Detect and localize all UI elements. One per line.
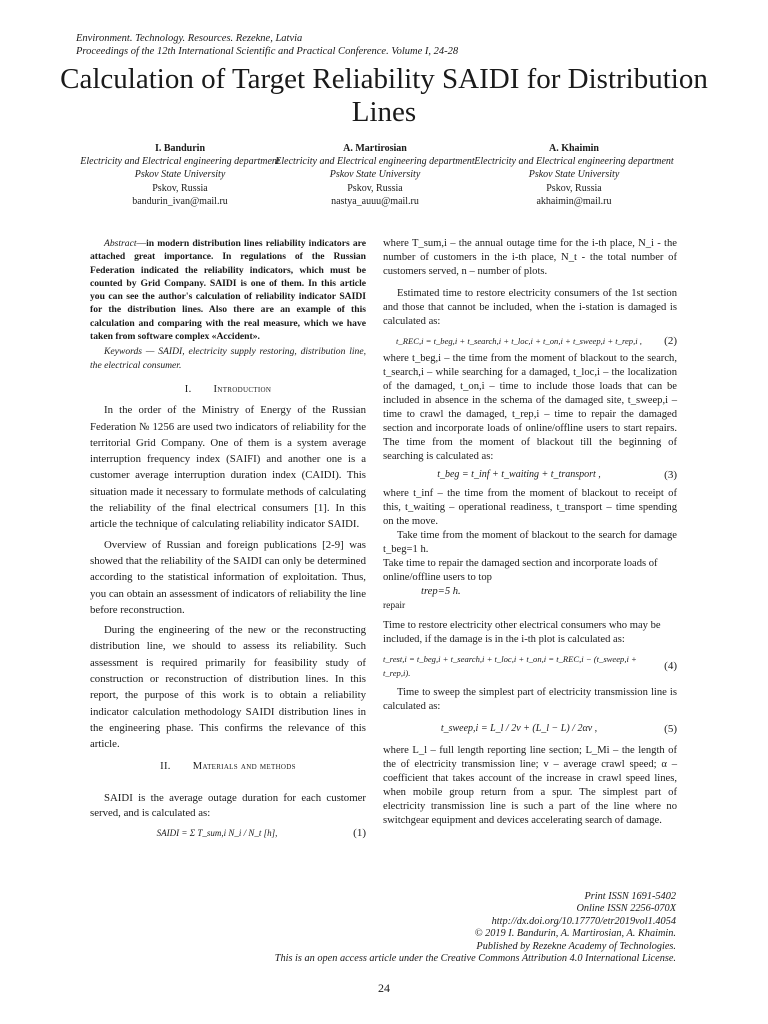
equation-5-formula: t_sweep,i = L_l / 2v + (L_l − L) / 2αv , [440, 722, 598, 734]
footer-block [160, 891, 676, 965]
equation-2 [383, 334, 677, 348]
section-title: Introduction [213, 383, 272, 395]
author-block-1 [80, 142, 280, 208]
print-issn: Print ISSN 1691-5402 [584, 891, 676, 902]
author-department: Electricity and Electrical engineering department [474, 156, 674, 168]
equation-1 [90, 825, 366, 841]
equation-3-formula: t_beg = t_inf + t_waiting + t_transport , [437, 469, 601, 481]
keywords-text: SAIDI, electricity supply restoring, distribution line, the electrical consumer. [90, 346, 366, 371]
section-number: I. [184, 383, 192, 395]
author-department: Electricity and Electrical engineering department [275, 156, 475, 168]
author-email: nastya_auuu@mail.ru [331, 195, 419, 207]
equation-5-number: (5) [664, 722, 677, 735]
equation-2-formula: t_REC,i = t_beg,i + t_search,i + t_loc,i + t_on,i + t_sweep,i + t_rep,i , [396, 335, 642, 346]
author-university: Pskov State University [528, 169, 620, 181]
license: This is an open access article under the Creative Commons Attribution 4.0 International License. [274, 953, 676, 965]
section-heading-methods [90, 759, 366, 775]
right-paragraph-9: where L_l – full length reporting line section; L_Mi – the length of the of electricity transmission line; v – average crawl speed; α – coefficient that takes account of the increase in crawl speed lines, when mobile group return from a spur. The simplest part of electricity transmission line is such a part of the line where no switchgear equipment and devices accelerating search of damage. [383, 745, 677, 827]
intro-paragraph-1: In the order of the Ministry of Energy of the Russian Federation № 1256 are used two indicators of reliability for the territorial Grid Company. One of them is a system average interruption frequency index (SAIFI) and another one is a customer average interruption duration index (CAIDI). This situation made it necessary to formulate methods of calculating the reliability of the final electrical consumers [1]. In this article the technique of calculating reliability indicator SAIDI. [90, 404, 366, 531]
author-city: Pskov, Russia [152, 182, 208, 194]
author-email: akhaimin@mail.ru [536, 195, 612, 207]
intro-paragraph-2: Overview of Russian and foreign publications [2-9] was showed that the reliability of the SAIDI can only be determined according to the statistical information of exploitation. Thus, you can obtain an assessment of indicators of reliability the line before reconstruction. [90, 538, 366, 616]
repair-subscript: repair [383, 601, 406, 612]
proceedings-line: Proceedings of the 12th International Scientific and Practical Conference. Volume I, 24-28 [76, 46, 459, 57]
equation-1-formula: SAIDI = Σ T_sum,i N_i / N_t [h], [156, 827, 278, 838]
author-email: bandurin_ivan@mail.ru [132, 195, 228, 207]
equation-4-formula: t_rest,i = t_beg,i + t_search,i + t_loc,i + t_on,i = t_REC,i − (t_sweep,i + t_rep,i). [383, 653, 637, 678]
right-paragraph-3: where t_beg,i – the time from the moment of blackout to the search, t_search,i – while searching for a damaged, t_loc,i – the localization of the damaged, t_on,i – time to include those loads that can be included in absence in the schema of the damaged site, t_sweep,i – time to crawl the damaged, t_rep,i – time to repair the damaged section and incorporate loads of online/offline users to start repairs. The time from the moment of blackout till the beginning of searching is calculated as: [383, 352, 677, 463]
doi-link[interactable]: http://dx.doi.org/10.17770/etr2019vol1.4054 [491, 915, 676, 927]
equation-4-number: (4) [664, 659, 677, 672]
author-university: Pskov State University [329, 169, 421, 181]
section-heading-introduction [90, 382, 366, 398]
author-block-3 [474, 142, 674, 208]
saidi-paragraph: SAIDI is the average outage duration for each customer served, and is calculated as: [90, 791, 366, 819]
equation-4 [383, 652, 677, 680]
author-city: Pskov, Russia [546, 182, 602, 194]
left-column [90, 237, 366, 845]
author-city: Pskov, Russia [347, 182, 403, 194]
copyright: © 2019 I. Bandurin, A. Martirosian, A. Khaimin. [474, 928, 676, 940]
right-paragraph-7: Time to restore electricity other electrical consumers who may be included, if the damage is in the i-th plot is calculated as: [383, 620, 661, 646]
journal-line: Environment. Technology. Resources. Rezekne, Latvia [76, 33, 303, 44]
author-name: A. Martirosian [343, 143, 407, 154]
keywords: Keywords — SAIDI, electricity supply restoring, distribution line, the electrical consumer. [90, 346, 366, 371]
right-paragraph-8: Time to sweep the simplest part of electricity transmission line is calculated as: [383, 686, 677, 712]
right-column [383, 237, 677, 829]
author-university: Pskov State University [134, 169, 226, 181]
paper-title: Calculation of Target Reliability SAIDI for Distribution Lines [60, 63, 708, 128]
publisher: Published by Rezekne Academy of Technologies. [476, 940, 676, 952]
author-name: I. Bandurin [154, 143, 206, 154]
section-title: Materials and methods [192, 760, 296, 772]
equation-3 [383, 468, 677, 482]
author-name: A. Khaimin [548, 143, 599, 154]
abstract: Abstract—in modern distribution lines reliability indicators are attached great importance. In regulations of the Russian Federation indicated the reliability indicators, which must be counted by Grid Company. SAIDI is one of them. In this article you can see the author's calculation of reliability indicator SAIDI for the distribution lines. Also there are an example of this calculation and comparing with the real measure, which we have taken from software complex «Accident». [90, 238, 366, 343]
page-number: 24 [378, 981, 390, 995]
trep-value: trep=5 h. [421, 586, 461, 598]
section-number: II. [160, 760, 171, 772]
right-paragraph-1: where T_sum,i – the annual outage time for the i-th place, N_i - the number of customers in the i-th place, N_t - the total number of customers served, n – number of plots. [383, 238, 677, 278]
right-paragraph-4: where t_inf – the time from the moment of blackout to receipt of this, t_waiting – operational readiness, t_transport – time spending on the move. [383, 487, 677, 527]
right-paragraph-2: Estimated time to restore electricity consumers of the 1st section and those that cannot be included, when the i-station is damaged is calculated as: [383, 288, 677, 328]
equation-5 [383, 722, 677, 736]
abstract-label: Abstract [104, 238, 137, 249]
equation-3-number: (3) [664, 469, 677, 482]
equation-2-number: (2) [664, 334, 677, 347]
author-department: Electricity and Electrical engineering department [80, 156, 280, 168]
author-block-2 [275, 142, 475, 208]
right-paragraph-6: Take time to repair the damaged section and incorporate loads of online/offline users to top [383, 557, 658, 584]
abstract-text: in modern distribution lines reliability indicators are attached great importance. In regulations of the Russian Federation indicated the reliability indicators, which must be counted by Grid Company. SAIDI is one of them. In this article you can see the author's calculation of reliability indicator SAIDI for the distribution lines. Also there are an example of this calculation and comparing with the real measure, which we have taken from software complex «Accident». [90, 238, 366, 343]
keywords-label: Keywords [104, 346, 143, 358]
equation-1-number: (1) [353, 826, 366, 839]
intro-paragraph-3: During the engineering of the new or the reconstructing distribution line, we should to assess its reliability. Such assessment is required primarily for feasibility study of construction or reconstruction of distribution lines. In this report, the purpose of this work is to obtain a reliability indicator calculation methodology SAIDI distribution lines in the engineering phase. This confirms the relevance of this article. [90, 624, 366, 751]
right-paragraph-5: Take time from the moment of blackout to the search for damage t_beg=1 h. [383, 529, 677, 555]
online-issn: Online ISSN 2256-070X [576, 903, 676, 915]
